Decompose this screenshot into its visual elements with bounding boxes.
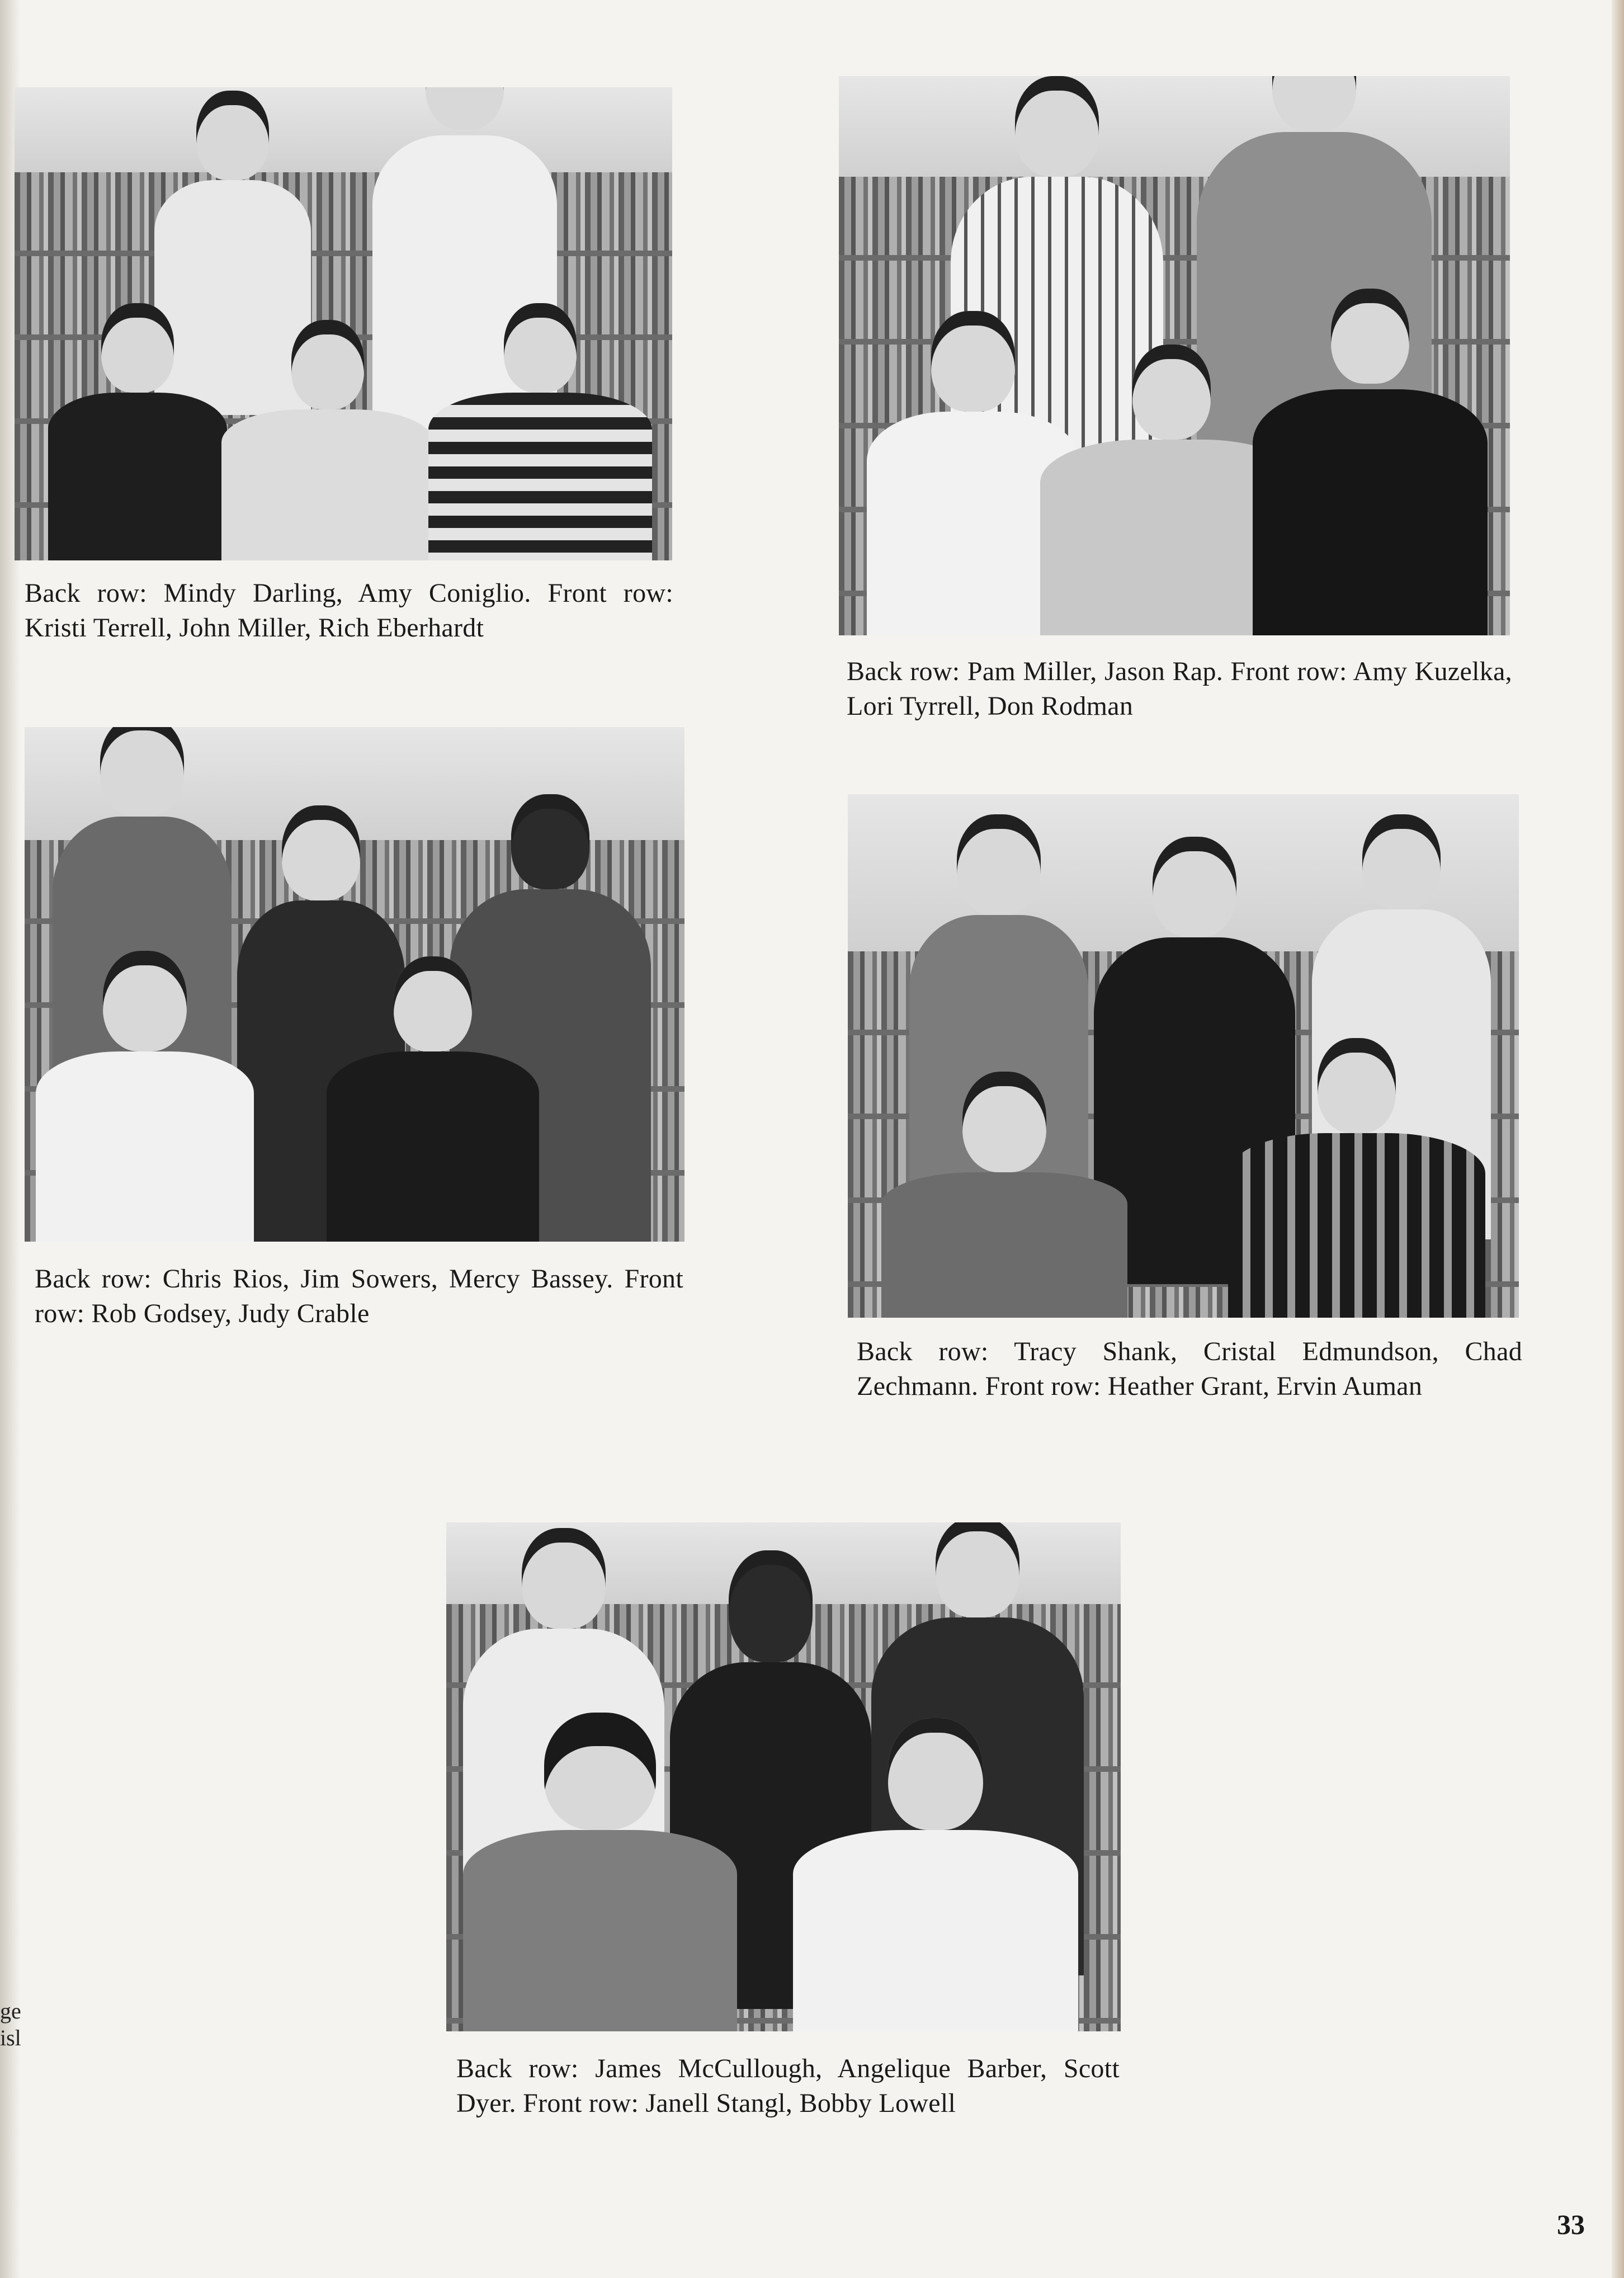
student-figure — [793, 1718, 1078, 2031]
margin-fragment: isl — [0, 2025, 21, 2050]
caption-photo-5: Back row: James McCullough, Angelique Barber, Scott Dyer. Front row: Janell Stangl, Bobby Lowell — [456, 2054, 1120, 2118]
photo-wall — [15, 87, 672, 172]
student-figure — [428, 303, 652, 560]
group-photo-3 — [25, 727, 684, 1242]
student-figure — [463, 1713, 737, 2031]
group-photo-1 — [15, 87, 672, 560]
caption-photo-1: Back row: Mindy Darling, Amy Coniglio. Front row: Kristi Terrell, John Miller, Rich Eberhardt — [25, 578, 673, 643]
page-number: 33 — [1557, 2209, 1585, 2240]
student-figure — [327, 956, 539, 1242]
group-photo-5 — [446, 1522, 1121, 2031]
caption-photo-4: Back row: Tracy Shank, Cristal Edmundson, Chad Zechmann. Front row: Heather Grant, Ervin Auman — [857, 1337, 1522, 1401]
student-figure — [48, 303, 227, 560]
group-photo-2 — [839, 76, 1510, 635]
page-edge — [1612, 0, 1624, 2278]
student-figure — [1228, 1038, 1485, 1318]
caption-photo-3: Back row: Chris Rios, Jim Sowers, Mercy Bassey. Front row: Rob Godsey, Judy Crable — [35, 1264, 683, 1328]
student-figure — [881, 1072, 1127, 1318]
margin-fragment: ge — [0, 1998, 21, 2024]
caption-photo-2: Back row: Pam Miller, Jason Rap. Front row: Amy Kuzelka, Lori Tyrrell, Don Rodman — [847, 657, 1512, 721]
student-figure — [36, 951, 254, 1242]
student-figure — [221, 320, 434, 560]
group-photo-4 — [848, 794, 1519, 1318]
student-figure — [1253, 289, 1488, 635]
